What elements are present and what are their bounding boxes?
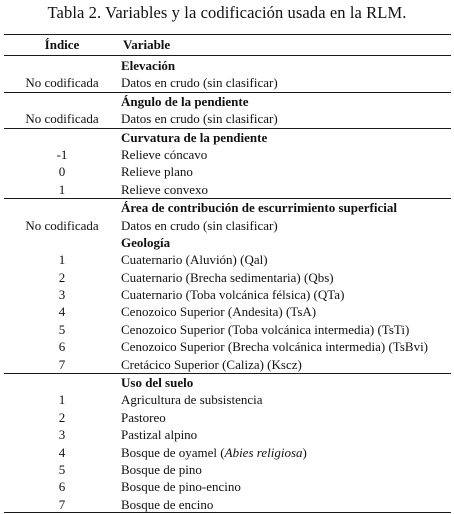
column-header-index: Índice xyxy=(44,37,80,52)
row-variable: Relieve plano xyxy=(121,164,193,180)
row-variable: Relieve convexo xyxy=(121,181,208,197)
column-header-variable: Variable xyxy=(123,37,171,52)
row-variable-suffix: ) xyxy=(302,444,307,460)
row-index: -1 xyxy=(56,146,68,162)
table-row xyxy=(4,110,451,127)
row-variable: Relieve cóncavo xyxy=(121,146,208,162)
row-index: 6 xyxy=(58,479,66,495)
row-index: 5 xyxy=(58,461,66,477)
table-row xyxy=(4,338,451,355)
row-index: 3 xyxy=(58,427,66,443)
row-variable: Cretácico Superior (Caliza) (Kscz) xyxy=(121,356,302,372)
table-row xyxy=(4,478,451,495)
table-row xyxy=(4,496,451,513)
row-index: 4 xyxy=(58,304,66,320)
row-index: 1 xyxy=(58,252,66,268)
table-row xyxy=(4,391,451,408)
table-row xyxy=(4,74,451,91)
table-group-row xyxy=(4,57,451,74)
group-heading: Uso del suelo xyxy=(121,375,194,391)
row-variable: Datos en crudo (sin clasificar) xyxy=(121,217,278,233)
row-index: 7 xyxy=(58,356,66,372)
row-variable: Cuaternario (Aluvión) (Qal) xyxy=(121,252,268,268)
table-group-row xyxy=(4,198,451,216)
table-row xyxy=(4,269,451,286)
table-row xyxy=(4,356,451,373)
row-variable: Bosque de pino-encino xyxy=(121,479,241,495)
row-variable: Agricultura de subsistencia xyxy=(121,392,263,408)
group-heading: Ángulo de la pendiente xyxy=(121,93,249,109)
group-heading: Elevación xyxy=(121,58,176,73)
table-row xyxy=(4,426,451,443)
row-variable: Pastoreo xyxy=(121,409,166,425)
row-variable: Pastizal alpino xyxy=(121,427,198,443)
row-index: 4 xyxy=(58,444,66,460)
row-index: 1 xyxy=(58,181,66,197)
row-index: 3 xyxy=(58,287,66,303)
row-variable: Cenozoico Superior (Andesita) (TsA) xyxy=(121,304,317,320)
row-index: 2 xyxy=(58,269,66,285)
table-group-row xyxy=(4,128,451,146)
data-table xyxy=(4,35,451,513)
row-variable: Datos en crudo (sin clasificar) xyxy=(121,111,278,127)
row-variable: Bosque de encino xyxy=(121,496,214,512)
row-variable: Bosque de pino xyxy=(121,461,202,477)
row-variable-italic: Abies religiosa xyxy=(224,444,303,460)
table-group-row xyxy=(4,373,451,391)
table-row xyxy=(4,163,451,180)
row-variable: Cuaternario (Brecha sedimentaria) (Qbs) xyxy=(121,269,334,285)
row-variable: Cuaternario (Toba volcánica félsica) (QTa) xyxy=(121,287,345,303)
table-row xyxy=(4,321,451,338)
row-variable: Cenozoico Superior (Brecha volcánica intermedia) (TsBvi) xyxy=(121,339,429,355)
table-row xyxy=(4,409,451,426)
row-variable xyxy=(121,444,307,461)
row-variable: Datos en crudo (sin clasificar) xyxy=(121,75,278,91)
table-row xyxy=(4,461,451,478)
table-caption: Tabla 2. Variables y la codificación usada en la RLM. xyxy=(47,3,407,22)
group-heading: Geología xyxy=(121,234,171,250)
table-row xyxy=(4,303,451,320)
table-header-row xyxy=(4,35,451,55)
row-index: No codificada xyxy=(25,217,99,233)
row-index: 2 xyxy=(58,409,66,425)
row-index: No codificada xyxy=(25,75,99,91)
row-index: 7 xyxy=(58,496,66,512)
row-index: 0 xyxy=(58,164,66,180)
table-row xyxy=(4,146,451,163)
row-index: No codificada xyxy=(25,111,99,127)
table-row xyxy=(4,217,451,234)
table-row xyxy=(4,251,451,268)
table-row xyxy=(4,444,451,461)
group-heading: Área de contribución de escurrimiento superficial xyxy=(121,200,397,216)
row-variable: Cenozoico Superior (Toba volcánica intermedia) (TsTi) xyxy=(121,321,410,337)
group-heading: Curvatura de la pendiente xyxy=(121,129,268,145)
row-index: 6 xyxy=(58,339,66,355)
table-body xyxy=(4,57,451,513)
table-group-row xyxy=(4,92,451,110)
table-row xyxy=(4,286,451,303)
table-group-row xyxy=(4,234,451,251)
row-index: 1 xyxy=(58,392,66,408)
table-row xyxy=(4,181,451,198)
row-index: 5 xyxy=(58,321,66,337)
row-variable-text: Bosque de oyamel ( xyxy=(121,444,225,460)
